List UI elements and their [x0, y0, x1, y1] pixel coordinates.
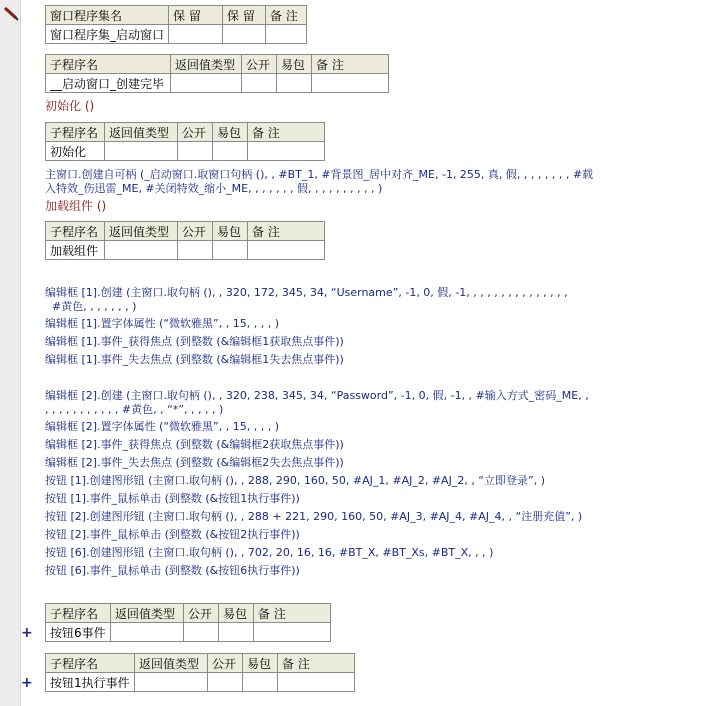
- header-cell: 保 留: [223, 6, 266, 25]
- cell[interactable]: [105, 142, 178, 161]
- code-line[interactable]: 按钮 [1].事件_鼠标单击 (到整数 (&按钮1执行事件)): [45, 492, 300, 505]
- header-cell: 子程序名: [46, 222, 105, 241]
- assembly-name-cell[interactable]: 窗口程序集_启动窗口: [46, 25, 169, 44]
- code-line[interactable]: 编辑框 [1].事件_失去焦点 (到整数 (&编辑框1失去焦点事件)): [45, 353, 344, 366]
- subroutine-table: [45, 653, 355, 692]
- header-cell: 备 注: [254, 604, 331, 623]
- cell[interactable]: [219, 623, 254, 642]
- header-cell: 保 留: [169, 6, 223, 25]
- code-line[interactable]: 编辑框 [2].创建 (主窗口.取句柄 (), , 320, 238, 345, 34, “Password”, -1, 0, 假, -1, , #输入方式_密码_ME, ,: [45, 389, 589, 402]
- code-line[interactable]: 编辑框 [1].创建 (主窗口.取句柄 (), , 320, 172, 345, 34, “Username”, -1, 0, 假, -1, , , , , , , , , , , , , , ,: [45, 286, 568, 299]
- cell[interactable]: [312, 74, 389, 93]
- code-line[interactable]: 入特效_伤迅雷_ME, #关闭特效_缩小_ME, , , , , , , 假, , , , , , , , , , ): [45, 182, 383, 195]
- cell[interactable]: [278, 673, 355, 692]
- header-cell: 备 注: [248, 222, 325, 241]
- code-line[interactable]: 编辑框 [1].事件_获得焦点 (到整数 (&编辑框1获取焦点事件)): [45, 335, 344, 348]
- cell[interactable]: [135, 673, 208, 692]
- line-gutter: [0, 0, 21, 706]
- header-cell: 返回值类型: [171, 55, 242, 74]
- header-cell: 备 注: [266, 6, 307, 25]
- header-cell: 子程序名: [46, 55, 171, 74]
- code-line[interactable]: 按钮 [2].创建图形钮 (主窗口.取句柄 (), , 288 + 221, 290, 160, 50, #AJ_3, #AJ_4, #AJ_4, , “注册充值”, ): [45, 510, 583, 523]
- code-line[interactable]: #黄色, , , , , , , ): [45, 300, 137, 313]
- code-line[interactable]: , , , , , , , , , , , #黄色, , “*”, , , , , ): [45, 403, 224, 416]
- cell[interactable]: [266, 25, 307, 44]
- header-cell: 易包: [243, 654, 278, 673]
- header-cell: 易包: [277, 55, 312, 74]
- pencil-icon: [3, 5, 19, 21]
- subroutine-name-cell[interactable]: 加载组件: [46, 241, 105, 260]
- header-cell: 备 注: [312, 55, 389, 74]
- cell[interactable]: [213, 241, 248, 260]
- header-cell: 公开: [208, 654, 243, 673]
- header-cell: 子程序名: [46, 123, 105, 142]
- cell[interactable]: [277, 74, 312, 93]
- code-line[interactable]: 初始化 (): [45, 99, 95, 113]
- code-line[interactable]: 编辑框 [2].事件_获得焦点 (到整数 (&编辑框2获取焦点事件)): [45, 438, 344, 451]
- code-line[interactable]: 按钮 [6].创建图形钮 (主窗口.取句柄 (), , 702, 20, 16, 16, #BT_X, #BT_Xs, #BT_X, , , ): [45, 546, 494, 559]
- subroutine-name-cell[interactable]: 按钮1执行事件: [46, 673, 135, 692]
- cell[interactable]: [248, 142, 325, 161]
- header-cell: 备 注: [278, 654, 355, 673]
- cell[interactable]: [111, 623, 184, 642]
- cell[interactable]: [243, 673, 278, 692]
- header-cell: 返回值类型: [105, 222, 178, 241]
- cell[interactable]: [178, 142, 213, 161]
- header-cell: 返回值类型: [105, 123, 178, 142]
- subroutine-name-cell[interactable]: 初始化: [46, 142, 105, 161]
- code-line[interactable]: 编辑框 [2].事件_失去焦点 (到整数 (&编辑框2失去焦点事件)): [45, 456, 344, 469]
- subroutine-table: [45, 221, 325, 260]
- header-cell: 窗口程序集名: [46, 6, 169, 25]
- subroutine-table: [45, 54, 389, 93]
- cell[interactable]: [248, 241, 325, 260]
- cell[interactable]: [184, 623, 219, 642]
- header-cell: 易包: [213, 222, 248, 241]
- cell[interactable]: [208, 673, 243, 692]
- expand-button[interactable]: +: [21, 625, 33, 641]
- header-cell: 易包: [213, 123, 248, 142]
- cell[interactable]: [213, 142, 248, 161]
- header-cell: 子程序名: [46, 604, 111, 623]
- code-line[interactable]: 按钮 [6].事件_鼠标单击 (到整数 (&按钮6执行事件)): [45, 564, 300, 577]
- code-line[interactable]: 主窗口.创建自可柄 (_启动窗口.取窗口句柄 (), , #BT_1, #背景图_居中对齐_ME, -1, 255, 真, 假, , , , , , , , #载: [45, 168, 594, 181]
- cell[interactable]: [171, 74, 242, 93]
- subroutine-name-cell[interactable]: 按钮6事件: [46, 623, 111, 642]
- header-cell: 备 注: [248, 123, 325, 142]
- subroutine-table: [45, 122, 325, 161]
- subroutine-name-cell[interactable]: __启动窗口_创建完毕: [46, 74, 171, 93]
- cell[interactable]: [178, 241, 213, 260]
- cell[interactable]: [254, 623, 331, 642]
- code-line[interactable]: 编辑框 [2].置字体属性 (“微软雅黑”, , 15, , , , ): [45, 420, 280, 433]
- header-cell: 公开: [178, 222, 213, 241]
- cell[interactable]: [223, 25, 266, 44]
- header-cell: 返回值类型: [111, 604, 184, 623]
- assembly-table: [45, 5, 307, 44]
- expand-button[interactable]: +: [21, 675, 33, 691]
- header-cell: 公开: [184, 604, 219, 623]
- subroutine-table: [45, 603, 331, 642]
- cell[interactable]: [105, 241, 178, 260]
- code-line[interactable]: 编辑框 [1].置字体属性 (“微软雅黑”, , 15, , , , ): [45, 317, 280, 330]
- cell[interactable]: [169, 25, 223, 44]
- header-cell: 公开: [178, 123, 213, 142]
- cell[interactable]: [242, 74, 277, 93]
- header-cell: 子程序名: [46, 654, 135, 673]
- header-cell: 返回值类型: [135, 654, 208, 673]
- code-line[interactable]: 加载组件 (): [45, 199, 107, 213]
- code-line[interactable]: 按钮 [2].事件_鼠标单击 (到整数 (&按钮2执行事件)): [45, 528, 300, 541]
- header-cell: 公开: [242, 55, 277, 74]
- code-line[interactable]: 按钮 [1].创建图形钮 (主窗口.取句柄 (), , 288, 290, 160, 50, #AJ_1, #AJ_2, #AJ_2, , “立即登录”, ): [45, 474, 545, 487]
- header-cell: 易包: [219, 604, 254, 623]
